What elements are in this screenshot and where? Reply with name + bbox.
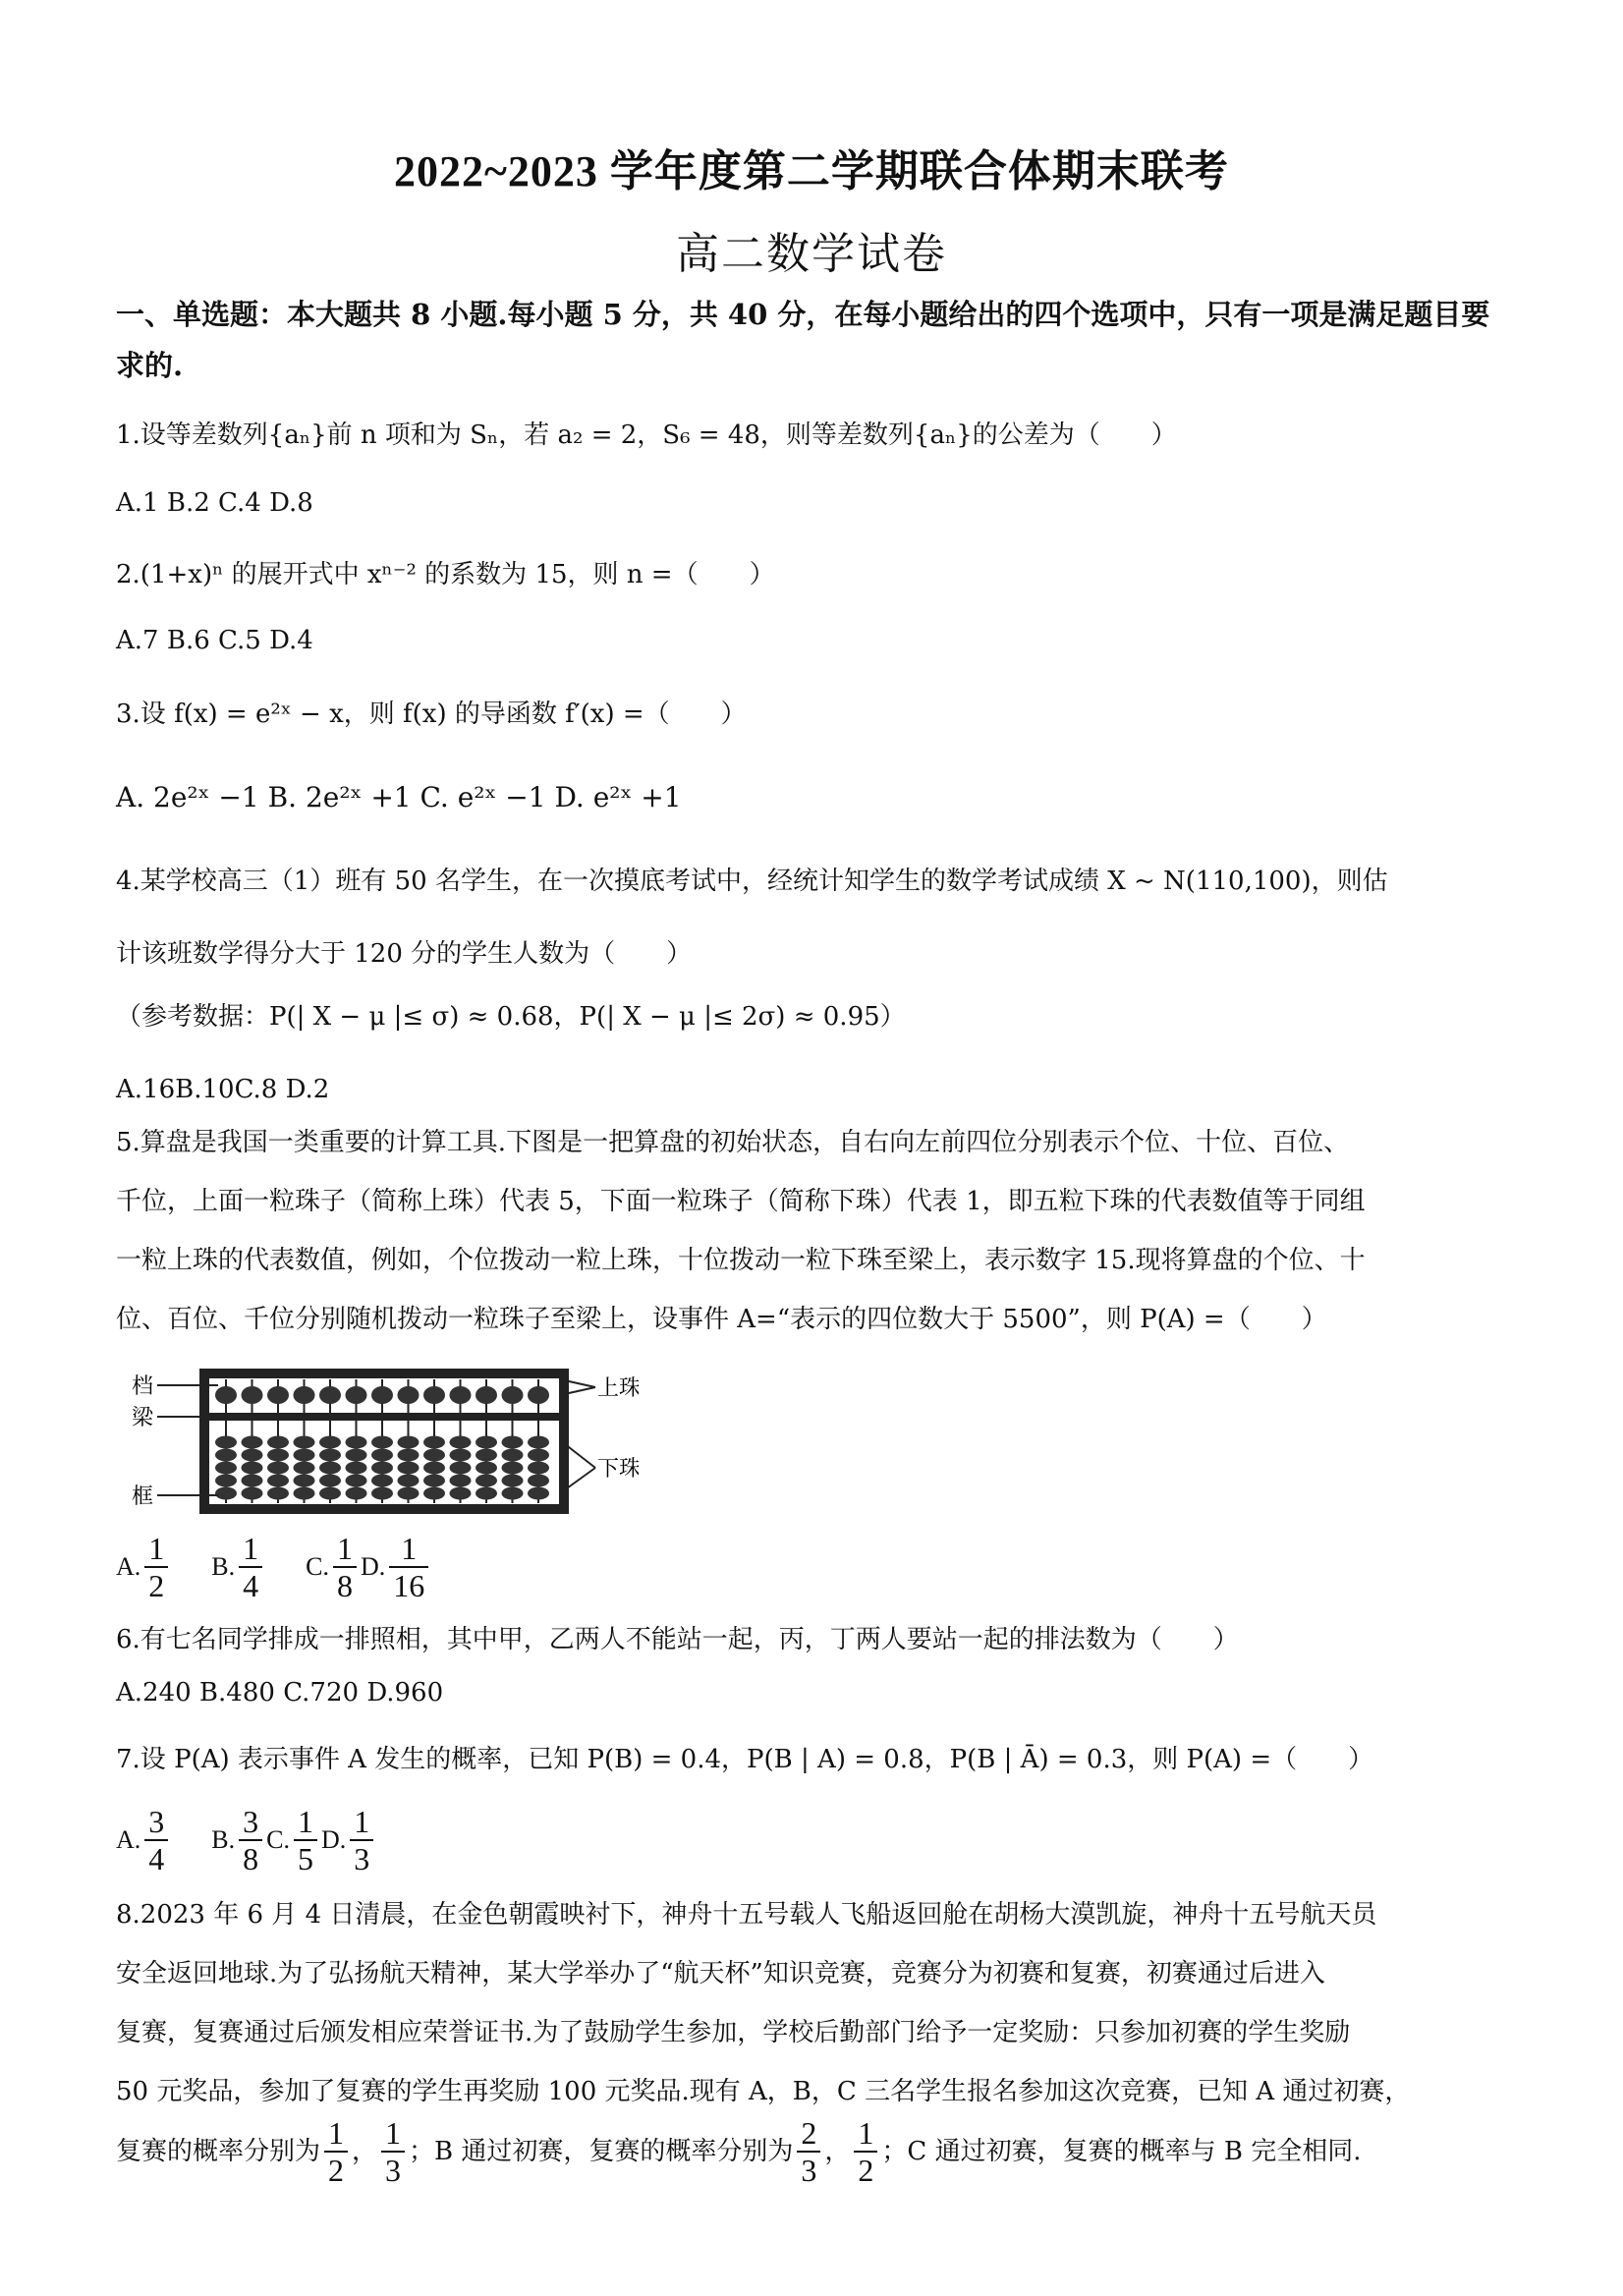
lower-bead (423, 1449, 445, 1462)
lower-bead (319, 1487, 341, 1500)
q8-fraction-4 (854, 2115, 877, 2188)
upper-bead (242, 1386, 263, 1404)
lower-bead (502, 1436, 524, 1449)
lower-bead (476, 1449, 497, 1462)
upper-bead (423, 1386, 445, 1404)
numerator: 1 (854, 2115, 877, 2153)
lower-bead (398, 1436, 420, 1449)
lower-bead (502, 1449, 524, 1462)
q7-opt-b-label: B. (211, 1825, 236, 1854)
question-8-line3: 复赛，复赛通过后颁发相应荣誉证书.为了鼓励学生参加，学校后勤部门给予一定奖励：只参加初赛的学生奖励 (116, 2018, 1351, 2047)
denominator: 5 (297, 1841, 313, 1876)
lower-bead (267, 1487, 289, 1500)
lower-bead (215, 1475, 237, 1487)
lower-bead (371, 1487, 393, 1500)
denominator: 3 (354, 1841, 370, 1876)
lower-bead (294, 1449, 315, 1462)
lower-bead (215, 1487, 237, 1500)
upper-bead (346, 1386, 367, 1404)
lower-bead (476, 1475, 497, 1487)
upper-bead (267, 1386, 289, 1404)
lower-bead (528, 1475, 549, 1487)
lower-bead (450, 1475, 472, 1487)
q5-opt-d-fraction (389, 1531, 428, 1603)
lower-bead (502, 1475, 524, 1487)
lower-bead (242, 1475, 263, 1487)
question-6-options: A.240 B.480 C.720 D.960 (116, 1678, 444, 1708)
denominator: 2 (148, 1568, 165, 1603)
lower-bead (423, 1487, 445, 1500)
q7-opt-a-label: A. (116, 1825, 141, 1854)
lower-bead (346, 1436, 367, 1449)
denominator: 16 (393, 1568, 425, 1603)
lower-bead (267, 1449, 289, 1462)
q8-text-a: 复赛的概率分别为 (116, 2137, 321, 2166)
lower-bead (242, 1449, 263, 1462)
question-8-line5 (116, 2102, 1511, 2201)
upper-bead (215, 1386, 237, 1404)
abacus-diagram (128, 1366, 639, 1523)
q7-opt-b-fraction (239, 1804, 262, 1876)
upper-bead (371, 1386, 393, 1404)
question-7-options (116, 1804, 377, 1876)
lower-bead (371, 1436, 393, 1449)
question-5-options (116, 1531, 432, 1603)
section-header: 一、单选题：本大题共 8 小题.每小题 5 分，共 40 分，在每小题给出的四个选项中，只有一项是满足题目要求的. (116, 298, 1490, 382)
numerator: 1 (324, 2115, 348, 2153)
numerator: 1 (333, 1531, 357, 1568)
lower-bead (371, 1449, 393, 1462)
lower-bead (267, 1475, 289, 1487)
upper-bead (398, 1386, 420, 1404)
lower-bead (528, 1436, 549, 1449)
q7-opt-a-fraction (144, 1804, 168, 1876)
denominator: 3 (385, 2153, 402, 2188)
lower-bead (398, 1475, 420, 1487)
label-liang: 梁 (132, 1406, 154, 1430)
label-kuang: 框 (132, 1484, 154, 1509)
lower-bead (319, 1449, 341, 1462)
question-3-stem: 3.设 f(x) = e²ˣ − x，则 f(x) 的导函数 f′(x) =（ ） (116, 700, 747, 729)
lower-bead (267, 1462, 289, 1475)
q8-fraction-3 (797, 2115, 820, 2188)
denominator: 4 (148, 1841, 165, 1876)
q7-opt-d-label: D. (320, 1825, 347, 1854)
question-7-stem: 7.设 P(A) 表示事件 A 发生的概率，已知 P(B) = 0.4，P(B | A) = 0.8，P(B | Ā) = 0.3，则 P(A) =（ ） (116, 1745, 1374, 1774)
numerator: 1 (239, 1531, 262, 1568)
q7-opt-c-fraction (294, 1804, 317, 1876)
question-1-options: A.1 B.2 C.4 D.8 (116, 488, 313, 518)
lower-bead (242, 1462, 263, 1475)
lower-bead (450, 1449, 472, 1462)
label-shangzhu: 上珠 (597, 1376, 639, 1401)
lower-bead (398, 1487, 420, 1500)
numerator: 1 (381, 2115, 405, 2153)
lower-bead (398, 1462, 420, 1475)
question-6-stem: 6.有七名同学排成一排照相，其中甲，乙两人不能站一起，丙，丁两人要站一起的排法数为（ ） (116, 1625, 1239, 1654)
lower-bead (502, 1487, 524, 1500)
lower-bead (242, 1436, 263, 1449)
numerator: 2 (797, 2115, 820, 2153)
lower-bead (319, 1436, 341, 1449)
question-1-stem: 1.设等差数列{aₙ}前 n 项和为 Sₙ，若 a₂ = 2，S₆ = 48，则等差数列{aₙ}的公差为（ ） (116, 420, 1177, 450)
question-4-options: A.16B.10C.8 D.2 (116, 1075, 330, 1104)
lower-bead (242, 1487, 263, 1500)
question-5-line2: 千位，上面一粒珠子（简称上珠）代表 5，下面一粒珠子（简称下珠）代表 1，即五粒下珠的代表数值等于同组 (116, 1187, 1366, 1216)
q5-opt-b-label: B. (211, 1552, 236, 1581)
q5-opt-d-label: D. (360, 1552, 386, 1581)
upper-bead (319, 1386, 341, 1404)
lower-bead (450, 1436, 472, 1449)
q8-fraction-2 (381, 2115, 405, 2188)
q7-opt-d-fraction (350, 1804, 373, 1876)
q8-text-c: ；C 通过初赛，复赛的概率与 B 完全相同. (881, 2137, 1362, 2166)
lower-bead (450, 1462, 472, 1475)
lower-bead (294, 1462, 315, 1475)
abacus-figure (128, 1366, 639, 1523)
lower-bead (346, 1449, 367, 1462)
lower-bead (398, 1449, 420, 1462)
lower-bead (450, 1487, 472, 1500)
denominator: 2 (858, 2153, 874, 2188)
lower-bead (346, 1487, 367, 1500)
question-4-stem-line1: 4.某学校高三（1）班有 50 名学生，在一次摸底考试中，经统计知学生的数学考试成绩 X ~ N(110,100)，则估 (116, 867, 1388, 896)
lower-bead (267, 1436, 289, 1449)
lower-bead (528, 1449, 549, 1462)
numerator: 1 (294, 1804, 317, 1841)
upper-bead (294, 1386, 315, 1404)
page-title: 2022~2023 学年度第二学期联合体期末联考 (394, 147, 1229, 196)
numerator: 1 (389, 1531, 428, 1568)
upper-bead (450, 1386, 472, 1404)
q8-fraction-1 (324, 2115, 348, 2188)
lower-bead (319, 1475, 341, 1487)
question-4-reference: （参考数据：P(| X − μ |≤ σ) ≈ 0.68，P(| X − μ |≤ 2σ) ≈ 0.95） (116, 1002, 906, 1032)
label-xiazhu: 下珠 (597, 1457, 639, 1482)
lower-bead (294, 1436, 315, 1449)
q5-opt-b-fraction (239, 1531, 262, 1603)
lower-bead (346, 1462, 367, 1475)
q5-opt-a-fraction (144, 1531, 168, 1603)
question-8-line2: 安全返回地球.为了弘扬航天精神，某大学举办了“航天杯”知识竞赛，竞赛分为初赛和复赛，初赛通过后进入 (116, 1959, 1325, 1988)
page-subtitle: 高二数学试卷 (676, 229, 947, 279)
lower-bead (528, 1462, 549, 1475)
numerator: 1 (144, 1531, 168, 1568)
lower-bead (346, 1475, 367, 1487)
q8-sep-1: ， (352, 2137, 378, 2166)
numerator: 1 (350, 1804, 373, 1841)
question-5-line4: 位、百位、千位分别随机拨动一粒珠子至梁上，设事件 A=“表示的四位数大于 5500”，则 P(A) =（ ） (116, 1305, 1327, 1334)
abacus-beam (204, 1413, 564, 1421)
denominator: 2 (328, 2153, 345, 2188)
label-dang: 档 (132, 1374, 154, 1399)
lower-bead (215, 1449, 237, 1462)
lower-bead (423, 1462, 445, 1475)
numerator: 3 (239, 1804, 262, 1841)
lower-bead (423, 1436, 445, 1449)
lower-bead (476, 1487, 497, 1500)
question-2-options: A.7 B.6 C.5 D.4 (116, 626, 313, 655)
lower-bead (371, 1475, 393, 1487)
upper-bead (528, 1386, 549, 1404)
lower-bead (371, 1462, 393, 1475)
lower-bead (423, 1475, 445, 1487)
denominator: 4 (243, 1568, 259, 1603)
q5-opt-c-fraction (333, 1531, 357, 1603)
lower-bead (319, 1462, 341, 1475)
lower-bead (476, 1462, 497, 1475)
lower-bead (294, 1475, 315, 1487)
question-5-line1: 5.算盘是我国一类重要的计算工具.下图是一把算盘的初始状态，自右向左前四位分别表示个位、十位、百位、 (116, 1128, 1350, 1157)
q8-sep-2: ， (824, 2137, 851, 2166)
upper-bead (502, 1386, 524, 1404)
numerator: 3 (144, 1804, 168, 1841)
question-8-line4: 50 元奖品，参加了复赛的学生再奖励 100 元奖品.现有 A，B，C 三名学生报名参加这次竞赛，已知 A 通过初赛， (116, 2077, 1411, 2106)
denominator: 3 (801, 2153, 817, 2188)
question-8-line1: 8.2023 年 6 月 4 日清晨，在金色朝霞映衬下，神舟十五号载人飞船返回舱在胡杨大漠凯旋，神舟十五号航天员 (116, 1900, 1377, 1930)
lower-bead (502, 1462, 524, 1475)
q5-opt-c-label: C. (306, 1552, 329, 1581)
q5-opt-a-label: A. (116, 1552, 141, 1581)
q7-opt-c-label: C. (266, 1825, 290, 1854)
lower-bead (215, 1462, 237, 1475)
lower-bead (476, 1436, 497, 1449)
abacus-rods (215, 1379, 549, 1503)
lower-bead (528, 1487, 549, 1500)
question-4-stem-line2: 计该班数学得分大于 120 分的学生人数为（ ） (116, 939, 693, 969)
denominator: 8 (336, 1568, 353, 1603)
q8-text-b: ；B 通过初赛，复赛的概率分别为 (409, 2137, 794, 2166)
upper-bead (476, 1386, 497, 1404)
question-2-stem: 2.(1+x)ⁿ 的展开式中 xⁿ⁻² 的系数为 15，则 n =（ ） (116, 560, 775, 589)
question-3-options: A. 2e²ˣ −1 B. 2e²ˣ +1 C. e²ˣ −1 D. e²ˣ +1 (116, 781, 682, 813)
question-5-line3: 一粒上珠的代表数值，例如，个位拨动一粒上珠，十位拨动一粒下珠至梁上，表示数字 15.现将算盘的个位、十 (116, 1246, 1366, 1275)
denominator: 8 (243, 1841, 259, 1876)
lower-bead (215, 1436, 237, 1449)
lower-bead (294, 1487, 315, 1500)
